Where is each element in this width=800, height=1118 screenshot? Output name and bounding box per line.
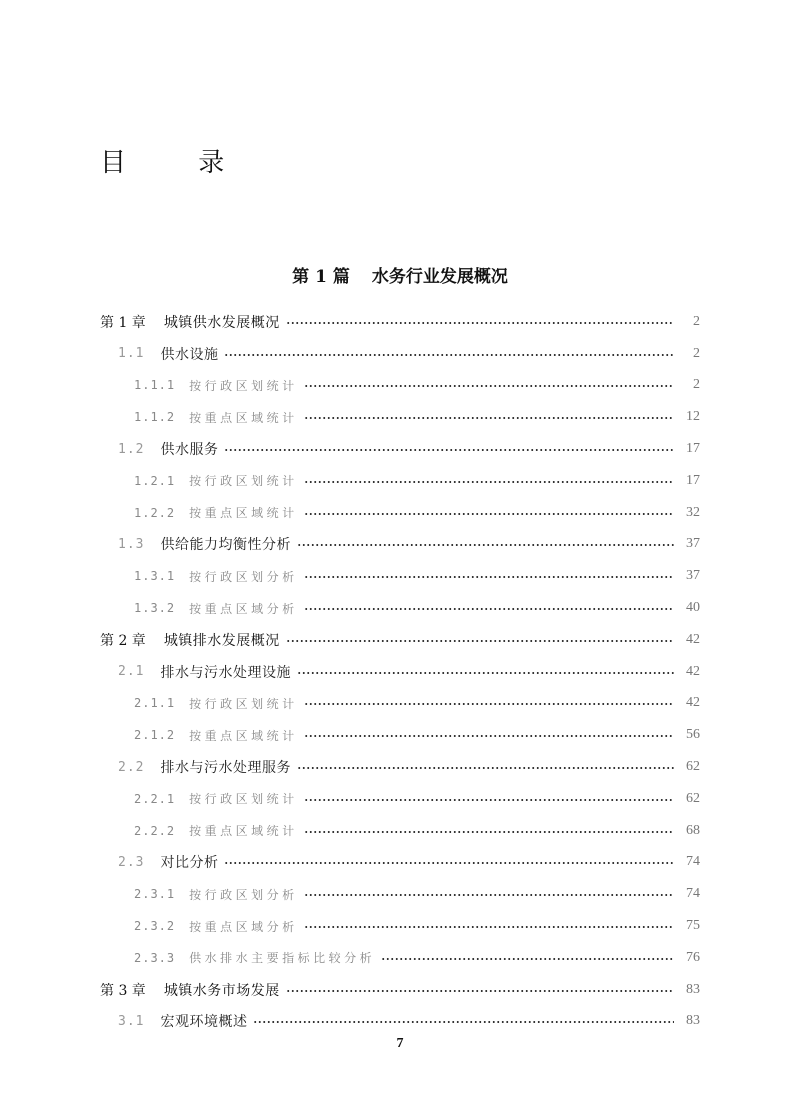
toc-section-entry[interactable] <box>100 656 700 688</box>
toc-chapter-entry[interactable] <box>100 974 700 1006</box>
dot-leader <box>286 322 674 324</box>
toc-entry-number: 第 1 章 <box>100 314 146 331</box>
dot-leader <box>224 354 674 356</box>
toc-entry-number: 1.1.2 <box>134 410 176 425</box>
dot-leader <box>304 799 674 801</box>
toc-entry-page: 74 <box>686 886 700 902</box>
toc-entry-page: 32 <box>686 504 700 520</box>
toc-chapter-entry[interactable] <box>100 624 700 656</box>
part-label: 第 1 篇 <box>292 267 350 287</box>
toc-subsection-entry[interactable] <box>100 560 700 592</box>
toc-entry-number: 第 3 章 <box>100 982 146 999</box>
toc-entry-page: 17 <box>686 472 700 488</box>
dot-leader <box>381 958 674 960</box>
toc-entry-title: 城镇供水发展概况 <box>163 314 280 331</box>
toc-entry-title: 按行政区划分析 <box>189 569 298 584</box>
toc-section-entry[interactable] <box>100 529 700 561</box>
toc-entry-number: 2.1.2 <box>134 728 176 743</box>
toc-subsection-entry[interactable] <box>100 465 700 497</box>
toc-entry-page: 56 <box>686 727 700 743</box>
dot-leader <box>286 640 674 642</box>
toc-section-entry[interactable] <box>100 338 700 370</box>
toc-subsection-entry[interactable] <box>100 910 700 942</box>
dot-leader <box>253 1021 674 1023</box>
toc-entry-page: 68 <box>686 822 700 838</box>
dot-leader <box>304 831 674 833</box>
toc-entry-title: 供给能力均衡性分析 <box>160 537 291 554</box>
toc-entry-page: 42 <box>686 695 700 711</box>
toc-entry-title: 按重点区域统计 <box>189 824 298 839</box>
part-title <box>0 262 800 287</box>
toc-entry-page: 2 <box>693 313 700 329</box>
dot-leader <box>304 894 674 896</box>
toc-entry-page: 2 <box>693 345 700 361</box>
dot-leader <box>304 608 674 610</box>
toc-entry-title: 城镇水务市场发展 <box>163 982 280 999</box>
dot-leader <box>304 926 674 928</box>
toc-entry-title: 对比分析 <box>160 855 219 872</box>
toc-entry-number: 1.2 <box>118 441 145 457</box>
toc-chapter-entry[interactable] <box>100 306 700 338</box>
dot-leader <box>304 513 674 515</box>
toc-entry-page: 83 <box>686 981 700 997</box>
toc-entry-title: 按行政区划统计 <box>189 378 298 393</box>
toc-entry-page: 74 <box>686 854 700 870</box>
toc-entry-title: 供水服务 <box>160 442 219 459</box>
toc-entry-number: 1.1 <box>118 346 145 362</box>
toc-entry-title: 宏观环境概述 <box>160 1014 248 1031</box>
toc-entry-page: 40 <box>686 600 700 616</box>
toc-entry-number: 2.2.2 <box>134 823 176 838</box>
toc-entry-page: 83 <box>686 1013 700 1029</box>
toc-section-entry[interactable] <box>100 847 700 879</box>
toc-entry-number: 3.1 <box>118 1013 145 1029</box>
toc-entry-title: 供水设施 <box>160 346 219 363</box>
toc-entry-title: 供水排水主要指标比较分析 <box>189 951 376 966</box>
toc-entry-page: 2 <box>693 377 700 393</box>
toc-subsection-entry[interactable] <box>100 815 700 847</box>
toc-entry-number: 2.3.3 <box>134 950 176 965</box>
toc-entry-title: 按重点区域统计 <box>189 410 298 425</box>
dot-leader <box>304 417 674 419</box>
toc-entry-title: 按重点区域分析 <box>189 919 298 934</box>
toc-entry-page: 42 <box>686 631 700 647</box>
dot-leader <box>286 990 674 992</box>
part-name: 水务行业发展概况 <box>371 267 508 287</box>
toc-subsection-entry[interactable] <box>100 497 700 529</box>
toc-entry-number: 2.3 <box>118 854 145 870</box>
page-number: 7 <box>396 1036 404 1051</box>
toc-entry-page: 62 <box>686 790 700 806</box>
toc-subsection-entry[interactable] <box>100 719 700 751</box>
toc-entry-number: 1.2.2 <box>134 505 176 520</box>
toc-entry-number: 2.1 <box>118 664 145 680</box>
toc-entry-title: 按行政区划统计 <box>189 474 298 489</box>
toc-entry-number: 2.2 <box>118 759 145 775</box>
toc-entry-number: 2.3.1 <box>134 887 176 902</box>
dot-leader <box>304 735 674 737</box>
toc-section-entry[interactable] <box>100 1006 700 1038</box>
dot-leader <box>224 449 674 451</box>
toc-entry-number: 2.2.1 <box>134 791 176 806</box>
toc-subsection-entry[interactable] <box>100 592 700 624</box>
dot-leader <box>304 576 674 578</box>
toc-entry-page: 37 <box>686 568 700 584</box>
toc-entry-title: 按行政区划统计 <box>189 696 298 711</box>
toc-entry-page: 37 <box>686 536 700 552</box>
toc-entry-page: 12 <box>686 409 700 425</box>
toc-subsection-entry[interactable] <box>100 401 700 433</box>
toc-entry-number: 1.3.1 <box>134 569 176 584</box>
toc-entry-page: 76 <box>686 949 700 965</box>
toc-entry-page: 62 <box>686 759 700 775</box>
toc-subsection-entry[interactable] <box>100 942 700 974</box>
toc-entry-title: 按行政区划分析 <box>189 887 298 902</box>
dot-leader <box>304 703 674 705</box>
toc-entry-number: 1.2.1 <box>134 473 176 488</box>
toc-entry-number: 第 2 章 <box>100 632 146 649</box>
table-of-contents <box>100 306 700 1037</box>
toc-entry-number: 2.3.2 <box>134 919 176 934</box>
toc-subsection-entry[interactable] <box>100 783 700 815</box>
toc-entry-title: 排水与污水处理服务 <box>160 760 291 777</box>
toc-entry-title: 按行政区划统计 <box>189 792 298 807</box>
dot-leader <box>304 385 674 387</box>
dot-leader <box>297 544 674 546</box>
dot-leader <box>297 672 674 674</box>
dot-leader <box>304 481 674 483</box>
toc-entry-number: 2.1.1 <box>134 696 176 711</box>
toc-section-entry[interactable] <box>100 751 700 783</box>
toc-subsection-entry[interactable] <box>100 370 700 402</box>
toc-entry-page: 75 <box>686 918 700 934</box>
toc-entry-number: 1.1.1 <box>134 378 176 393</box>
dot-leader <box>297 767 674 769</box>
toc-section-entry[interactable] <box>100 433 700 465</box>
page-heading: 目 录 <box>100 148 257 178</box>
toc-entry-title: 排水与污水处理设施 <box>160 664 291 681</box>
toc-entry-title: 城镇排水发展概况 <box>163 632 280 649</box>
toc-subsection-entry[interactable] <box>100 688 700 720</box>
toc-entry-title: 按重点区域统计 <box>189 506 298 521</box>
toc-entry-number: 1.3 <box>118 536 145 552</box>
toc-entry-title: 按重点区域统计 <box>189 728 298 743</box>
toc-entry-page: 17 <box>686 441 700 457</box>
toc-entry-page: 42 <box>686 663 700 679</box>
toc-entry-number: 1.3.2 <box>134 601 176 616</box>
toc-subsection-entry[interactable] <box>100 878 700 910</box>
toc-entry-title: 按重点区域分析 <box>189 601 298 616</box>
dot-leader <box>224 862 674 864</box>
